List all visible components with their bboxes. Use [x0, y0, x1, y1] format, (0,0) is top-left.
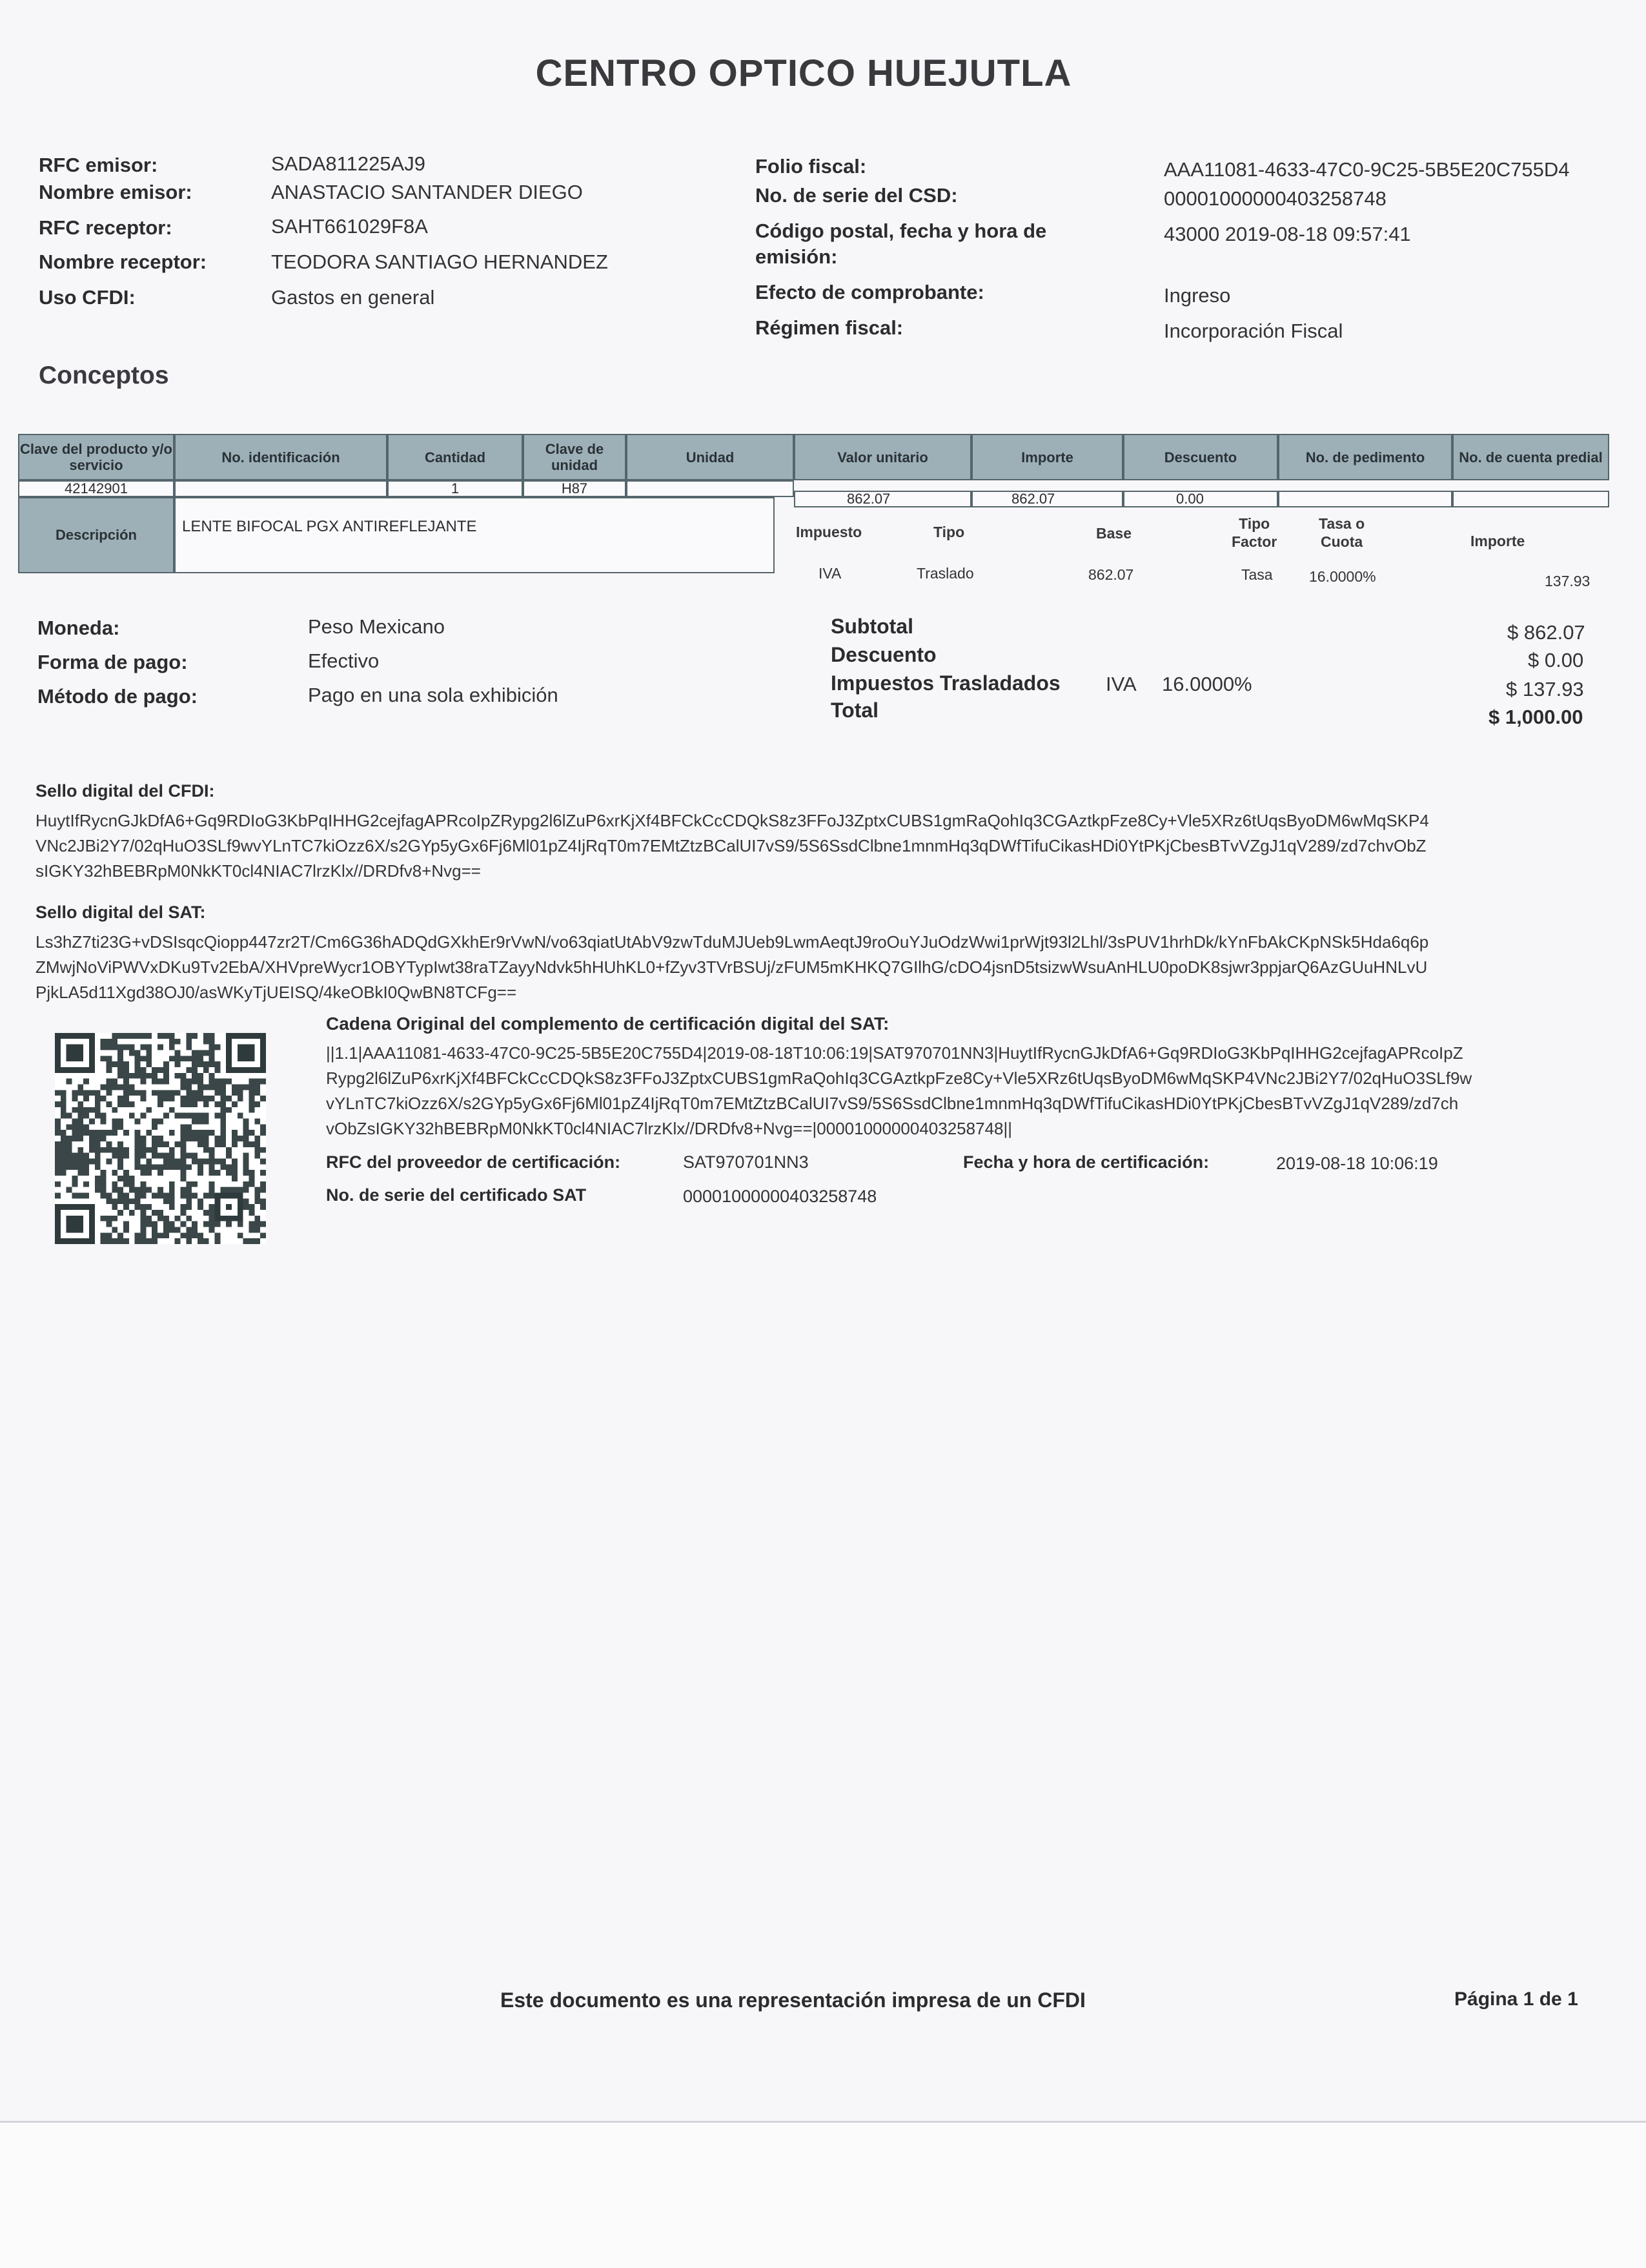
descripcion-box	[174, 497, 775, 573]
total-value: $ 1,000.00	[1489, 706, 1583, 728]
sello-sat-line: PjkLA5d11Xgd38OJ0/asWKyTjUEISQ/4keOBkI0QwBN8TCFg==	[36, 983, 517, 1002]
col-cuenta-predial: No. de cuenta predial	[1452, 434, 1609, 480]
subtotal-label: Subtotal	[831, 615, 913, 638]
rfc-receptor-value: SAHT661029F8A	[271, 215, 428, 238]
tax-head-tasa-cuota	[1319, 515, 1365, 551]
cadena-line: vYLnTC7kiOzz6X/s2GYp5yGx6Fj6Ml01pZ4IjRqT0m7EMtZtzBCalUI7vS9/5S6SsdClbne1mnmHq3qDWfTifuCikasHDi0YtPKjCbesBTvVZgJ1qV289/zd7ch	[326, 1094, 1459, 1113]
representacion-text: Este documento es una representación impresa de un CFDI	[500, 1988, 1086, 2012]
total-label: Total	[831, 699, 879, 722]
cell-pedimento	[1278, 491, 1452, 507]
folio-fiscal-value: AAA11081-4633-47C0-9C25-5B5E20C755D4	[1164, 158, 1570, 181]
rfc-emisor-label: RFC emisor:	[39, 154, 158, 176]
col-no-identificacion: No. identificación	[174, 434, 387, 480]
regimen-label: Régimen fiscal:	[755, 316, 904, 339]
serie-sat-value: 00001000000403258748	[683, 1187, 877, 1206]
tax-importe: 137.93	[1545, 573, 1590, 589]
sello-cfdi-label: Sello digital del CFDI:	[36, 781, 215, 801]
nombre-receptor-value: TEODORA SANTIAGO HERNANDEZ	[271, 250, 608, 273]
qr-code	[55, 1033, 266, 1244]
serie-sat-label: No. de serie del certificado SAT	[326, 1185, 587, 1205]
cadena-line: Rypg2l6lZuP6xrKjXf4BFCkCcCDQkS8z3FFoJ3ZptxCUBS1gmRaQohIq3CGAztkpFze8Cy+Vle5XRz6tUqsByoDM6wMqSKP4VNc2JBi2Y7/02qHuO3SLf9w	[326, 1068, 1472, 1088]
descuento-label: Descuento	[831, 643, 937, 666]
cell-clave-producto: 42142901	[18, 480, 174, 497]
cell-cantidad: 1	[387, 480, 523, 497]
cell-importe: 862.07	[971, 491, 1123, 507]
nombre-emisor-value: ANASTACIO SANTANDER DIEGO	[271, 181, 583, 203]
cell-cuenta-predial	[1452, 491, 1609, 507]
col-clave-producto: Clave del producto y/o servicio	[18, 434, 174, 480]
efecto-label: Efecto de comprobante:	[755, 281, 984, 303]
cadena-line: ||1.1|AAA11081-4633-47C0-9C25-5B5E20C755D4|2019-08-18T10:06:19|SAT970701NN3|HuytIfRycnGJkDfA6+Gq9RDIoG3KbPqIHHG2cejfagAPRcoIpZ	[326, 1043, 1463, 1063]
col-descuento: Descuento	[1123, 434, 1278, 480]
fecha-certificacion-label: Fecha y hora de certificación:	[963, 1152, 1210, 1172]
cp-fecha-label-2: emisión:	[755, 245, 838, 268]
moneda-label: Moneda:	[37, 617, 120, 639]
uso-cfdi-value: Gastos en general	[271, 286, 435, 309]
cell-valor-unitario: 862.07	[794, 491, 971, 507]
tax-head-tipo-factor	[1232, 515, 1277, 551]
rfc-emisor-value: SADA811225AJ9	[271, 152, 425, 175]
tax-head-tipo-factor-1: Tipo	[1239, 515, 1270, 532]
folio-fiscal-label: Folio fiscal:	[755, 155, 867, 178]
sello-sat-line: Ls3hZ7ti23G+vDSIsqcQiopp447zr2T/Cm6G36hADQdGXkhEr9rVwN/vo63qiatUtAbV9zwTduMJUeb9LwmAeqtJ9roOuYJuOdzWwi1prWjt93l2Lhl/3sPUV1hrhDk/kYnFbAkCKpNSk5Hda6q6p	[36, 932, 1429, 952]
tax-tasa-cuota: 16.0000%	[1309, 568, 1376, 585]
fecha-certificacion-value: 2019-08-18 10:06:19	[1276, 1154, 1438, 1173]
sello-cfdi-line: sIGKY32hBEBRpM0NkKT0cl4NIAC7lrzKlx//DRDfv8+Nvg==	[36, 861, 481, 881]
regimen-value: Incorporación Fiscal	[1164, 320, 1343, 342]
impuestos-value: $ 137.93	[1506, 678, 1584, 700]
tax-head-base: Base	[1096, 525, 1132, 542]
tax-base: 862.07	[1088, 566, 1134, 583]
conceptos-title: Conceptos	[39, 362, 169, 389]
moneda-value: Peso Mexicano	[308, 615, 445, 638]
tax-tipo-factor: Tasa	[1241, 566, 1273, 583]
col-cantidad: Cantidad	[387, 434, 523, 480]
cell-unidad	[626, 480, 794, 497]
sello-cfdi-line: VNc2JBi2Y7/02qHuO3SLf9wvYLnTC7kiOzz6X/s2GYp5yGx6Fj6Ml01pZ4IjRqT0m7EMtZtzBCalUI7vS9/5S6SsdClbne1mnmHq3qDWfTifuCikasHDi0YtPKjCbesBTvVZgJ1qV289/zd7chvObZ	[36, 836, 1427, 855]
rfc-proveedor-value: SAT970701NN3	[683, 1152, 809, 1172]
tax-head-tasa-cuota-2: Cuota	[1320, 533, 1363, 550]
subtotal-value: $ 862.07	[1507, 621, 1585, 644]
col-importe: Importe	[971, 434, 1123, 480]
impuestos-tasa: 16.0000%	[1162, 673, 1252, 695]
tax-head-tipo-factor-2: Factor	[1232, 533, 1277, 550]
col-clave-unidad: Clave de unidad	[523, 434, 626, 480]
qr-code-graphic	[55, 1033, 266, 1244]
rfc-receptor-label: RFC receptor:	[39, 216, 172, 239]
col-unidad: Unidad	[626, 434, 794, 480]
tax-head-importe: Importe	[1470, 533, 1525, 549]
cell-no-identificacion	[174, 480, 387, 497]
page-bottom-margin	[0, 2121, 1646, 2268]
descripcion-value: LENTE BIFOCAL PGX ANTIREFLEJANTE	[182, 518, 477, 535]
rfc-proveedor-label: RFC del proveedor de certificación:	[326, 1152, 621, 1172]
sello-sat-label: Sello digital del SAT:	[36, 903, 206, 922]
uso-cfdi-label: Uso CFDI:	[39, 286, 136, 309]
cp-fecha-value: 43000 2019-08-18 09:57:41	[1164, 223, 1411, 245]
metodo-pago-value: Pago en una sola exhibición	[308, 684, 558, 706]
forma-pago-value: Efectivo	[308, 649, 380, 672]
sello-cfdi-text	[36, 808, 1429, 884]
tax-head-tipo: Tipo	[933, 524, 965, 540]
tax-head-tasa-cuota-1: Tasa o	[1319, 515, 1365, 532]
forma-pago-label: Forma de pago:	[37, 651, 188, 673]
col-valor-unitario: Valor unitario	[794, 434, 971, 480]
col-pedimento: No. de pedimento	[1278, 434, 1452, 480]
cell-clave-unidad: H87	[523, 480, 626, 497]
nombre-receptor-label: Nombre receptor:	[39, 250, 207, 273]
serie-csd-value: 00001000000403258748	[1164, 187, 1387, 210]
nombre-emisor-label: Nombre emisor:	[39, 181, 192, 203]
descripcion-label: Descripción	[18, 497, 174, 573]
impuestos-trasladados-label: Impuestos Trasladados	[831, 671, 1061, 695]
sello-sat-line: ZMwjNoViPWVxDKu9Tv2EbA/XHVpreWycr1OBYTypIwt38raTZayyNdvk5hHUhKL0+fZyv3TVrBSUj/zFUM5mKHKQ7GIlhG/cDO4jsnD5tsizwWsuAnHLU0poDK8sjwr3ppjarQ6AzGUuHNLvU	[36, 957, 1428, 977]
page-number: Página 1 de 1	[1454, 1988, 1578, 2010]
cadena-label: Cadena Original del complemento de certificación digital del SAT:	[326, 1014, 889, 1034]
cadena-text	[326, 1041, 1472, 1141]
descuento-value: $ 0.00	[1528, 649, 1584, 671]
sello-cfdi-line: HuytIfRycnGJkDfA6+Gq9RDIoG3KbPqIHHG2cejfagAPRcoIpZRypg2l6lZuP6xrKjXf4BFCkCcCDQkS8z3FFoJ3ZptxCUBS1gmRaQohIq3CGAztkpFze8Cy+Vle5XRz6tUqsByoDM6wMqSKP4	[36, 811, 1429, 830]
tax-impuesto: IVA	[818, 565, 842, 582]
cell-descuento: 0.00	[1123, 491, 1278, 507]
serie-csd-label: No. de serie del CSD:	[755, 184, 958, 207]
metodo-pago-label: Método de pago:	[37, 685, 198, 708]
cadena-line: vObZsIGKY32hBEBRpM0NkKT0cl4NIAC7lrzKlx//DRDfv8+Nvg==|00001000000403258748||	[326, 1119, 1012, 1138]
tax-tipo: Traslado	[917, 565, 974, 582]
company-title: CENTRO OPTICO HUEJUTLA	[535, 52, 1072, 94]
impuestos-tipo: IVA	[1106, 673, 1137, 695]
sello-sat-text	[36, 930, 1428, 1005]
efecto-value: Ingreso	[1164, 284, 1231, 307]
tax-head-impuesto: Impuesto	[796, 524, 862, 540]
cp-fecha-label-1: Código postal, fecha y hora de	[755, 220, 1047, 242]
